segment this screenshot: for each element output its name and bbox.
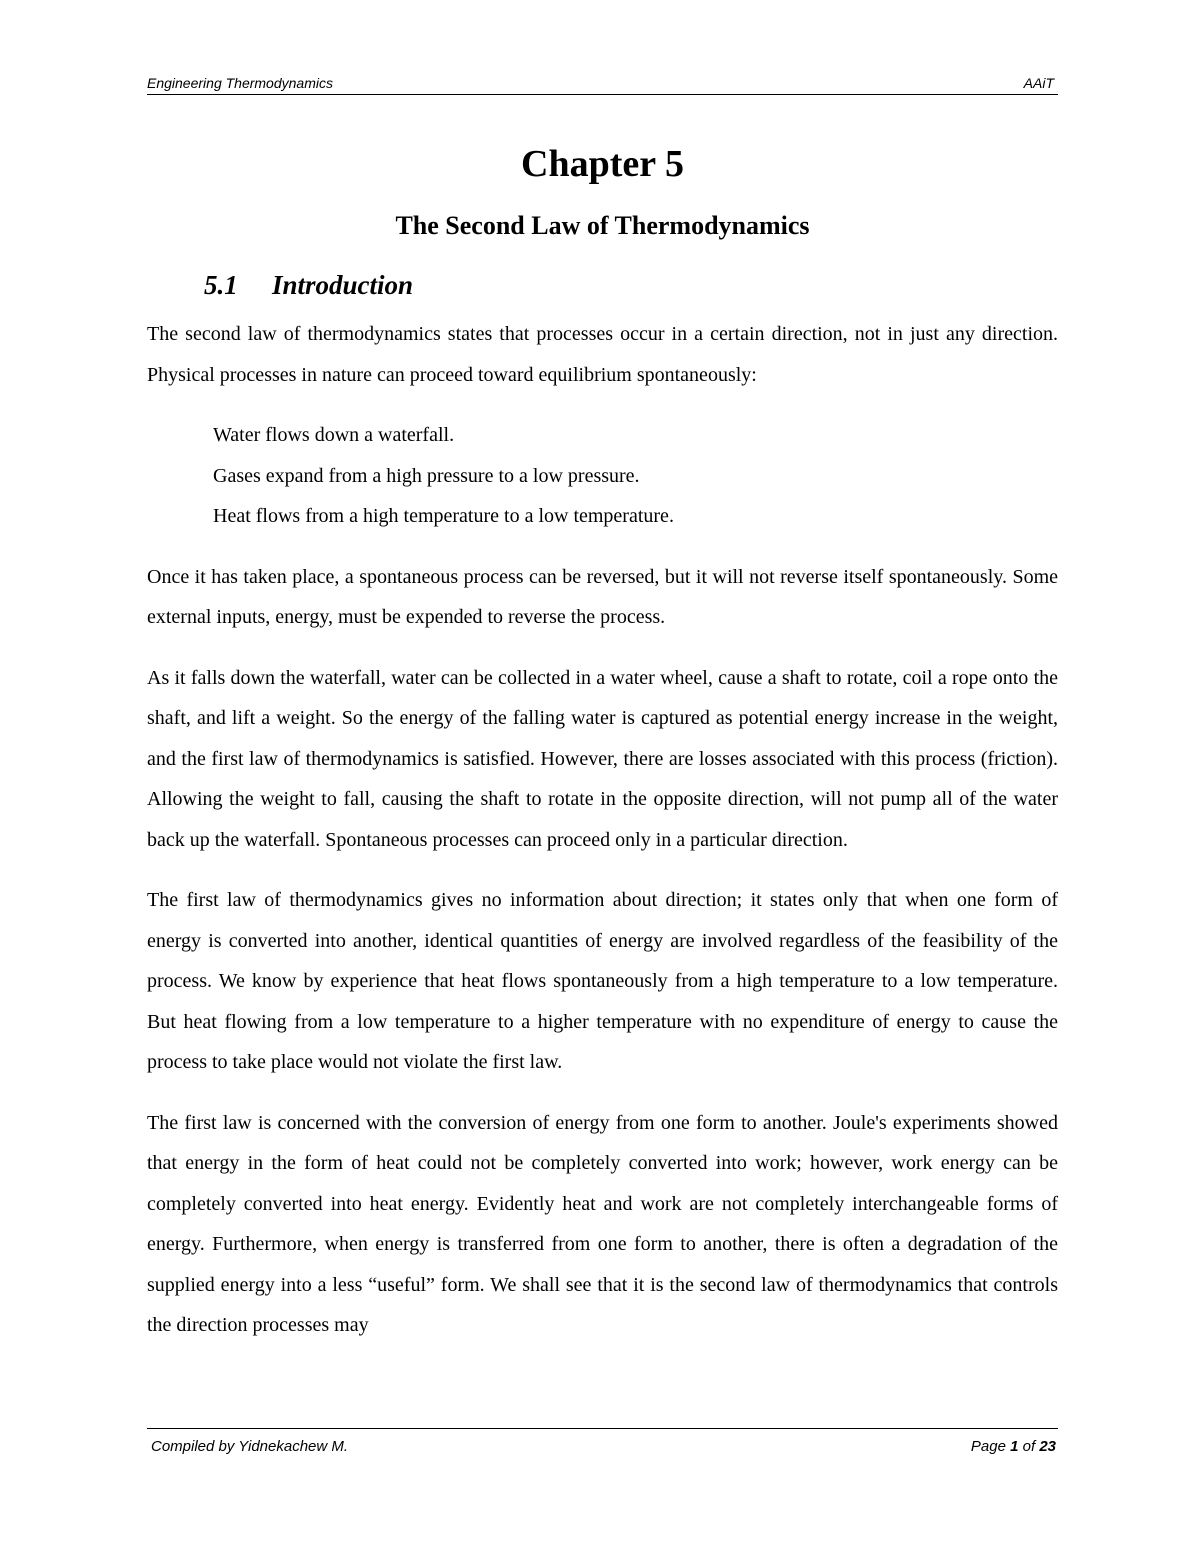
page-indicator [971,1437,1056,1457]
page-word: Page [970,1438,1006,1455]
list-item: Gases expand from a high pressure to a low pressure. [213,464,640,487]
paragraph: The first law is concerned with the conversion of energy from one form to another. Joule's experiments showed that energy in the form of heat could not be completely converted into work; however, work energy can be completely converted into heat energy. Evidently heat and work are not completely interchangeable forms of energy. Furthermore, when energy is transferred from one form to another, there is often a degradation of the supplied energy into a less “useful” form. We shall see that it is the second law of thermodynamics that controls the direction processes may [147,1111,1058,1336]
paragraph: As it falls down the waterfall, water can be collected in a water wheel, cause a shaft to rotate, coil a rope onto the shaft, and lift a weight. So the energy of the falling water is captured as potential energy increase in the weight, and the first law of thermodynamics is satisfied. However, there are losses associated with this process (friction). Allowing the weight to fall, causing the shaft to rotate in the opposite direction, will not pump all of the water back up the waterfall. Spontaneous processes can proceed only in a particular direction. [147,666,1058,851]
paragraph: The first law of thermodynamics gives no information about direction; it states only that when one form of energy is converted into another, identical quantities of energy are involved regardless of the feasibility of the process. We know by experience that heat flows spontaneously from a high temperature to a low temperature. But heat flowing from a low temperature to a higher temperature with no expenditure of energy to cause the process to take place would not violate the first law. [147,889,1058,1073]
section-number: 5.1 [204,270,238,300]
of-word: of [1022,1438,1036,1455]
header-course-title: Engineering Thermodynamics [147,75,333,91]
section-heading [204,268,413,302]
current-page-number: 1 [1010,1438,1019,1455]
examples-list [147,415,1058,537]
paragraph: Once it has taken place, a spontaneous process can be reversed, but it will not reverse itself spontaneously. Some external inputs, energy, must be expended to reverse the process. [147,565,1058,628]
chapter-subtitle: The Second Law of Thermodynamics [395,211,810,240]
chapter-title: Chapter 5 [521,143,684,185]
footer-author: Compiled by Yidnekachew M. [151,1438,349,1455]
list-item: Water flows down a waterfall. [213,424,455,446]
section-title: Introduction [272,270,414,300]
total-pages-number: 23 [1039,1438,1056,1455]
page-footer [147,1428,1058,1455]
body-content [147,314,1058,1366]
list-item: Heat flows from a high temperature to a low temperature. [213,505,674,527]
paragraph: The second law of thermodynamics states that processes occur in a certain direction, not in just any direction. Physical processes in nature can proceed toward equilibrium spontaneously: [147,323,1058,386]
page-header [147,74,1058,95]
header-institution: AAiT [1023,75,1054,91]
